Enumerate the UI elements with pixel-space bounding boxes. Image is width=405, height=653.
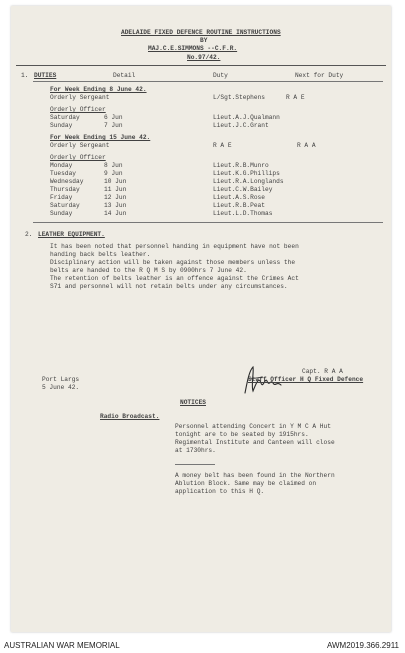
week2-row-date: 13 Jun [104, 202, 127, 209]
week1-officer-label: Orderly Officer [50, 106, 106, 113]
signatory-rank: Capt. R A A [302, 368, 343, 375]
week2-row-day: Sunday [50, 210, 73, 217]
week2-sergeant-next: R A A [297, 142, 316, 149]
document-title: ADELAIDE FIXED DEFENCE ROUTINE INSTRUCTIONS [121, 29, 281, 36]
caption-accession: AWM2019.366.2911 [326, 641, 399, 650]
order-number: No.97/42. [187, 54, 221, 61]
week1-sergeant-unit: R A E [286, 94, 305, 101]
radio-line: Personnel attending Concert in Y M C A Hut [175, 423, 331, 430]
week2-row-day: Saturday [50, 202, 80, 209]
money-belt-line: application to this H Q. [175, 488, 265, 495]
week2-row-date: 10 Jun [104, 178, 127, 185]
week2-row-day: Wednesday [50, 178, 84, 185]
week2-officer-label: Orderly Officer [50, 154, 106, 161]
columns-divider [33, 81, 383, 82]
title-by: BY [200, 37, 208, 44]
section2-line: It has been noted that personnel handing in equipment have not been [50, 243, 299, 250]
section1-heading: DUTIES [34, 72, 57, 79]
week2-row-duty: Lieut.C.W.Bailey [213, 186, 273, 193]
issue-date: 5 June 42. [42, 384, 80, 391]
week2-row-duty: Lieut.R.A.Longlands [213, 178, 284, 185]
week2-row-date: 12 Jun [104, 194, 127, 201]
section2-number: 2. [25, 231, 33, 238]
radio-line: at 1730hrs. [175, 447, 216, 454]
signatory-role: Staff Officer H Q Fixed Defence [248, 376, 364, 383]
week2-row-day: Friday [50, 194, 73, 201]
caption-source: AUSTRALIAN WAR MEMORIAL [4, 641, 120, 650]
section2-heading: LEATHER EQUIPMENT. [38, 231, 105, 238]
week1-label: For Week Ending 8 June 42. [50, 86, 147, 93]
col-duty-header: Duty [213, 72, 228, 79]
money-belt-line: A money belt has been found in the Northern [175, 472, 335, 479]
section1-number: 1. [21, 72, 29, 79]
week1-row-day: Sunday [50, 122, 73, 129]
notices-heading: NOTICES [180, 399, 206, 406]
radio-broadcast-heading: Radio Broadcast. [100, 413, 160, 420]
week1-row-day: Saturday [50, 114, 80, 121]
radio-line: Regimental Institute and Canteen will close [175, 439, 335, 446]
section1-divider [33, 222, 383, 223]
week1-row-duty: Lieut.A.J.Qualmann [213, 114, 280, 121]
week2-row-duty: Lieut.R.B.Munro [213, 162, 269, 169]
header-divider [16, 65, 386, 66]
week2-row-date: 11 Jun [104, 186, 127, 193]
week2-label: For Week Ending 15 June 42. [50, 134, 151, 141]
week2-sergeant-duty: R A E [213, 142, 232, 149]
week2-row-day: Tuesday [50, 170, 76, 177]
section2-line: S71 and personnel will not retain belts under any circumstances. [50, 283, 288, 290]
section2-line: belts are handed to the R Q M S by 0900hrs 7 June 42. [50, 267, 247, 274]
week2-row-day: Thursday [50, 186, 80, 193]
week1-row-duty: Lieut.J.C.Grant [213, 122, 269, 129]
week2-sergeant-label: Orderly Sergeant [50, 142, 110, 149]
section2-line: Disciplinary action will be taken against those members unless the [50, 259, 296, 266]
week2-row-duty: Lieut.R.B.Peat [213, 202, 265, 209]
week2-row-duty: Lieut.L.D.Thomas [213, 210, 273, 217]
document-page [11, 6, 391, 632]
week1-row-date: 6 Jun [104, 114, 123, 121]
week2-row-duty: Lieut.A.S.Rose [213, 194, 265, 201]
section2-line: handing back belts leather. [50, 251, 151, 258]
week2-row-date: 8 Jun [104, 162, 123, 169]
week1-row-date: 7 Jun [104, 122, 123, 129]
notice-divider [175, 464, 215, 465]
title-author: MAJ.C.E.SIMMONS --C.F.R. [148, 45, 238, 52]
money-belt-line: Ablution Block. Same may be claimed on [175, 480, 317, 487]
col-detail-header: Detail [113, 72, 136, 79]
week2-row-date: 14 Jun [104, 210, 127, 217]
radio-line: tonight are to be seated by 1915hrs. [175, 431, 309, 438]
week1-sergeant-label: Orderly Sergeant [50, 94, 110, 101]
issue-place: Port Largs [42, 376, 80, 383]
week1-sergeant-duty: L/Sgt.Stephens [213, 94, 265, 101]
week2-row-duty: Lieut.K.G.Phillips [213, 170, 280, 177]
week2-row-date: 9 Jun [104, 170, 123, 177]
col-next-header: Next for Duty [295, 72, 344, 79]
section2-line: The retention of belts leather is an offence against the Crimes Act [50, 275, 299, 282]
week2-row-day: Monday [50, 162, 73, 169]
